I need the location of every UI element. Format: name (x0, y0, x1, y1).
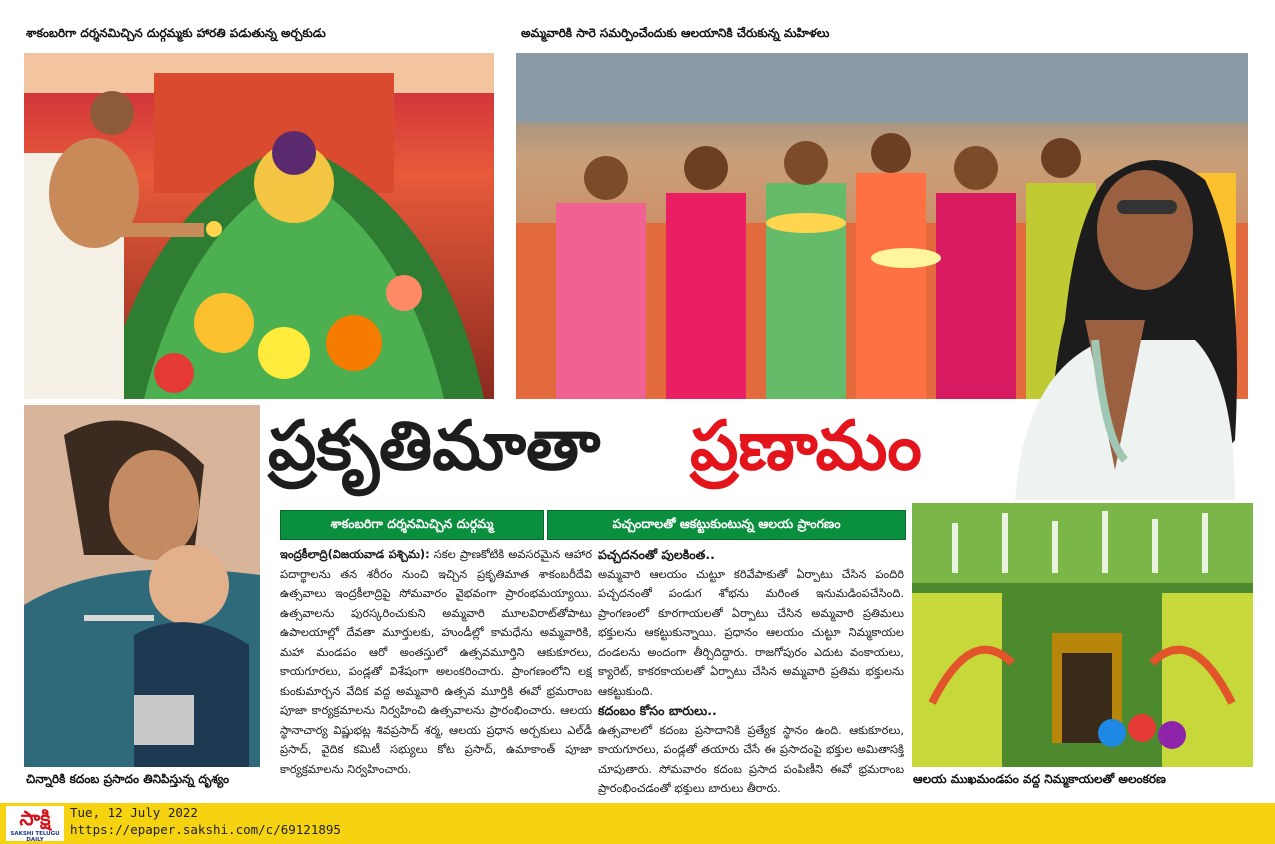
article-column-2 (598, 545, 904, 795)
subhead-banner-right (547, 510, 906, 540)
photo-caption-child: చిన్నారికి కదంబ ప్రసాదం తినిపిస్తున్న దృశ్యం (26, 772, 230, 786)
subhead-right-text: పచ్చందాలతో ఆకట్టుకుంటున్న ఆలయ ప్రాంగణం (612, 515, 841, 531)
child-prasadam-image (24, 405, 260, 767)
article-subhead-1: పచ్చదనంతో పులకింత.. (598, 547, 715, 562)
subhead-left-text: శాకంబరిగా దర్శనమిచ్చిన దుర్గమ్మ (330, 515, 494, 531)
priest-aarti-image (24, 53, 494, 399)
article-body-1: సకల ప్రాణకోటికి అవసరమైన ఆహార పదార్థాలను తన శరీరం నుంచి ఇచ్చిన ప్రకృతిమాత శాకంబరీదేవి ఉత్సవాలు ఇంద్రకీలాద్రిపై సోమవారం వైభవంగా ప్రారంభమయ్యాయి. ఉత్సవాలను పురస్కరించుకుని అమ్మవారి మూలవిరాట్‌తోపాటు ఉపాలయాల్లో దేవతా మూర్తులకు, హుండీల్లో కామధేను అమ్మవారికి, మహా మండపం ఆరో అంతస్తులో ఉత్సవమూర్తిని ఆకుకూరలు, కాయగూరలు, పండ్లతో విశేషంగా అలంకరించారు. ప్రాంగణంలోని లక్ష కుంకుమార్చన వేదిక వద్ద అమ్మవారి ఉత్సవ మూర్తికి ఈవో భ్రమరాంబ పూజా కార్యక్రమాలను నిర్వహించి ఉత్సవాలను ప్రారంభించారు. ఆలయ స్థానాచార్య విష్ణుభట్ల శివప్రసాద్ శర్మ, ఆలయ ప్రధాన అర్చకులు ఎల్‌డీ ప్రసాద్, వైదిక కమిటీ సభ్యులు కోట ప్రసాద్, ఉమాకాంత్ పూజా కార్యక్రమాలను నిర్వహించారు. (280, 547, 592, 776)
subhead-banner-left (280, 510, 544, 540)
article-body-2b: ఉత్సవాలలో కదంబ ప్రసాదానికి ప్రత్యేక స్థానం ఉంది. ఆకుకూరలు, కాయగూరలు, పండ్లతో తయారు చేసే ఈ ప్రసాదంపై భక్తుల అమితాసక్తి చూపుతారు. సోమవారం కదంబ ప్రసాద పంపిణీని ఈవో భ్రమరాంబ ప్రారంభించడంతో భక్తులు బారులు తీరారు. (598, 722, 904, 795)
photo-caption-priest: శాకంబరిగా దర్శనమిచ్చిన దుర్గమ్మకు హారతి పడుతున్న అర్చకుడు (26, 26, 326, 40)
woman-praying-image (985, 140, 1255, 500)
article-dateline: ఇంద్రకీలాద్రి(విజయవాడ పశ్చిమ): (280, 547, 430, 561)
footer-date: Tue, 12 July 2022 (70, 805, 198, 820)
footer-url[interactable]: https://epaper.sakshi.com/c/69121895 (70, 822, 341, 837)
photo-priest-aarti (24, 53, 494, 399)
headline-part1: ప్రకృతిమాతా (268, 406, 601, 486)
article-column-1 (280, 545, 592, 795)
photo-lemon-decoration (912, 503, 1253, 767)
article-body-2a: అమ్మవారి ఆలయం చుట్టూ కరివేపాకుతో ఏర్పాటు చేసిన పందిరి పచ్చదనంతో పండుగ శోభను మరింత ఇనుమడింపచేసింది. ప్రాంగణంలో కూరగాయలతో ఏర్పాటు చేసిన అమ్మవారి ప్రతిమలు భక్తులను ఆకట్టుకున్నాయి. ప్రధానం ఆలయం చుట్టూ నిమ్మకాయల దండలను అందంగా తీర్చిదిద్దారు. రాజగోపురం ఎదుట వంకాయలు, క్యారెట్, కాకరకాయలతో ఏర్పాటు చేసిన అమ్మవారి ప్రతిమ భక్తులను ఆకట్టుకుంది. (598, 566, 904, 698)
photo-caption-women: అమ్మవారికి సారె సమర్పించేందుకు ఆలయానికి చేరుకున్న మహిళలు (521, 26, 830, 40)
article-subhead-2: కదంబం కోసం బారులు.. (598, 703, 717, 718)
logo-tagline: SAKSHI TELUGU DAILY (10, 831, 60, 843)
sakshi-logo[interactable] (6, 806, 64, 841)
photo-child-prasadam (24, 405, 260, 767)
lemon-decoration-image (912, 503, 1253, 767)
article-paragraph-1 (280, 545, 592, 779)
photo-woman-praying (985, 140, 1255, 500)
headline-part2: ప్రణామం (690, 406, 922, 486)
logo-wordmark: సాక్షి (19, 806, 51, 830)
photo-caption-lemons: ఆలయ ముఖమండపం వద్ద నిమ్మకాయలతో అలంకరణ (913, 772, 1166, 786)
